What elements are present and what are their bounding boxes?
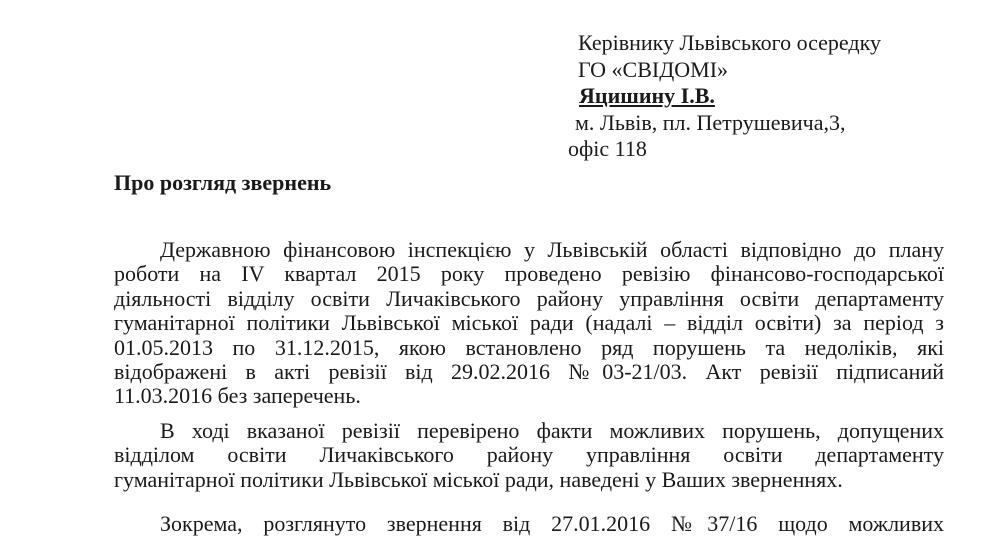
- paragraph-line: 11.03.2016 без заперечень.: [114, 383, 361, 409]
- paragraph-line: Зокрема, розглянуто звернення від 27.01.2016 №37/16 щодо можливих: [160, 511, 944, 536]
- paragraph-line: 01.05.2013 по 31.12.2015, якою встановлено ряд порушень та недоліків, які: [114, 334, 944, 360]
- paragraph-line: В ході вказаної ревізії перевірено факти можливих порушень, допущених: [160, 417, 944, 443]
- paragraph-line: гуманітарної політики Львівської міської ради (надалі – відділ освіти) за період з: [114, 310, 944, 336]
- paragraph-line: відділом освіти Личаківського району управління освіти департаменту: [114, 442, 944, 468]
- paragraph-1: [114, 238, 944, 409]
- addressee-position: Керівнику Львівського осередку: [578, 30, 881, 55]
- paragraph-line: гуманітарної політики Львівської міської ради, наведені у Ваших зверненнях.: [114, 466, 843, 492]
- letter-body: [114, 238, 944, 492]
- paragraph-line: Державною фінансовою інспекцією у Львівській області відповідно до плану: [160, 237, 944, 262]
- addressee-name: Яцишину І.В.: [579, 83, 715, 108]
- paragraph-line: роботи на IV квартал 2015 року проведено ревізію фінансово-господарської: [114, 261, 944, 287]
- addressee-address: м. Львів, пл. Петрушевича,3,: [575, 109, 846, 135]
- paragraph-2: [114, 419, 944, 492]
- addressee-organization: ГО «СВІДОМІ»: [578, 56, 729, 82]
- paragraph-line: відображені в акті ревізії від 29.02.2016 №03-21/03. Акт ревізії підписаний: [114, 358, 944, 384]
- paragraph-line: діяльності відділу освіти Личаківського району управління освіти департаменту: [114, 285, 944, 311]
- paragraph-3: [114, 512, 944, 536]
- letter-subject: Про розгляд звернень: [114, 170, 332, 195]
- addressee-block: [568, 30, 881, 163]
- addressee-office: офіс 118: [568, 136, 647, 161]
